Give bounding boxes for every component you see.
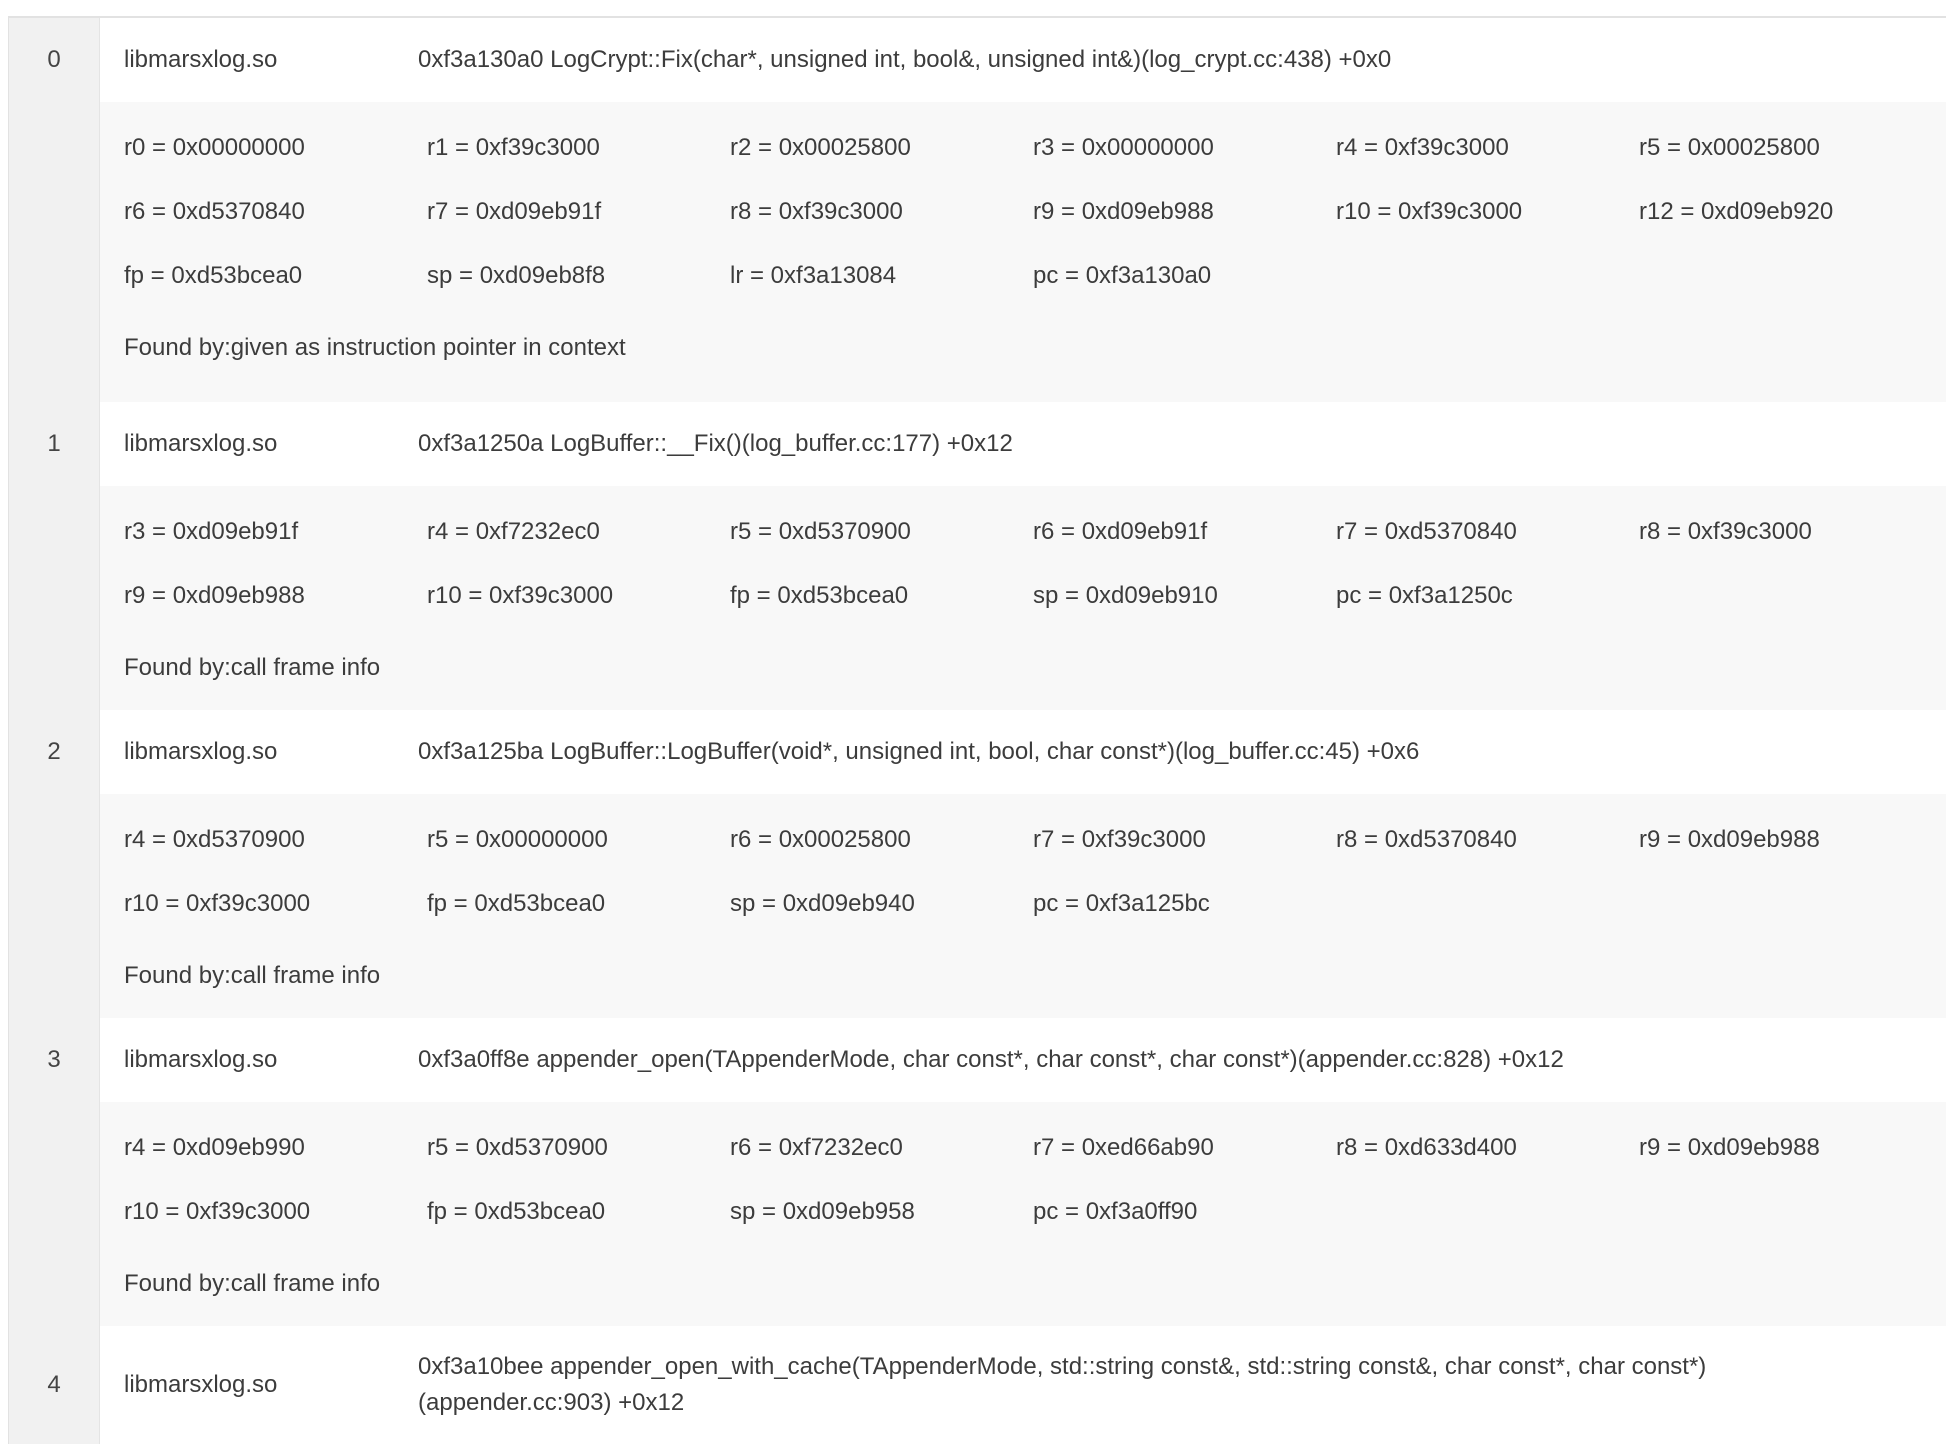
register-value: r9 = 0xd09eb988 — [124, 582, 305, 609]
module-name: libmarsxlog.so — [124, 430, 278, 457]
register-value: sp = 0xd09eb8f8 — [427, 262, 606, 289]
register-value: r8 = 0xf39c3000 — [730, 198, 903, 225]
register-row — [124, 180, 1946, 244]
frame-body — [100, 18, 1946, 402]
register-value: r7 = 0xf39c3000 — [1033, 826, 1206, 853]
frame-header-row[interactable] — [100, 1018, 1946, 1102]
frame-index-column — [9, 402, 100, 710]
frame-index: 3 — [47, 1046, 61, 1073]
register-value: pc = 0xf3a130a0 — [1033, 262, 1212, 289]
register-value: r4 = 0xf39c3000 — [1336, 134, 1509, 161]
register-value: r8 = 0xd5370840 — [1336, 826, 1517, 853]
function-signature: 0xf3a10bee appender_open_with_cache(TAppenderMode, std::string const&, std::string const&, char const*, char const*)(appender.cc:903) +0x12 — [418, 1353, 1707, 1416]
module-name: libmarsxlog.so — [124, 1371, 278, 1398]
frame-body — [100, 1018, 1946, 1326]
register-value: r7 = 0xd09eb91f — [427, 198, 602, 225]
register-value: r5 = 0x00025800 — [1639, 134, 1820, 161]
register-value: r2 = 0x00025800 — [730, 134, 911, 161]
register-value: lr = 0xf3a13084 — [730, 262, 897, 289]
stack-frame — [9, 402, 1946, 710]
register-value: sp = 0xd09eb940 — [730, 890, 915, 917]
function-signature: 0xf3a1250a LogBuffer::__Fix()(log_buffer.cc:177) +0x12 — [418, 430, 1013, 457]
register-row — [124, 808, 1946, 872]
register-value: r7 = 0xd5370840 — [1336, 518, 1517, 545]
frame-header-row[interactable] — [100, 710, 1946, 794]
module-name: libmarsxlog.so — [124, 738, 278, 765]
register-row — [124, 244, 1946, 308]
frame-body — [100, 710, 1946, 1018]
register-value: r6 = 0xf7232ec0 — [730, 1134, 903, 1161]
stack-frame — [9, 1326, 1946, 1444]
frame-index-column — [9, 710, 100, 1018]
found-by-label: Found by:given as instruction pointer in context — [124, 334, 626, 361]
found-by-label: Found by:call frame info — [124, 654, 381, 681]
frame-index: 1 — [47, 430, 61, 457]
register-value: fp = 0xd53bcea0 — [427, 890, 606, 917]
register-value: r0 = 0x00000000 — [124, 134, 305, 161]
register-value: r3 = 0x00000000 — [1033, 134, 1214, 161]
register-block — [100, 794, 1946, 1018]
frame-header-row[interactable] — [100, 18, 1946, 102]
frame-body — [100, 1326, 1946, 1444]
frame-index: 2 — [47, 738, 61, 765]
function-signature: 0xf3a0ff8e appender_open(TAppenderMode, char const*, char const*, char const*)(appender.cc:828) +0x12 — [418, 1046, 1564, 1073]
frame-index: 4 — [47, 1371, 61, 1398]
register-value: r4 = 0xf7232ec0 — [427, 518, 600, 545]
register-row — [124, 1180, 1946, 1244]
register-value: r3 = 0xd09eb91f — [124, 518, 299, 545]
stack-frame — [9, 710, 1946, 1018]
register-value: r6 = 0xd5370840 — [124, 198, 305, 225]
register-value: r1 = 0xf39c3000 — [427, 134, 600, 161]
found-by-label: Found by:call frame info — [124, 1270, 381, 1297]
register-block — [100, 486, 1946, 710]
register-row — [124, 500, 1946, 564]
frame-index-column — [9, 18, 100, 402]
register-value: r8 = 0xf39c3000 — [1639, 518, 1812, 545]
register-block — [100, 102, 1946, 402]
register-value: fp = 0xd53bcea0 — [427, 1198, 606, 1225]
frame-body — [100, 402, 1946, 710]
register-value: fp = 0xd53bcea0 — [730, 582, 909, 609]
register-value: pc = 0xf3a125bc — [1033, 890, 1210, 917]
frame-index-column — [9, 1326, 100, 1444]
found-by-label: Found by:call frame info — [124, 962, 381, 989]
frame-header-row[interactable] — [100, 1326, 1946, 1444]
register-value: r5 = 0xd5370900 — [730, 518, 911, 545]
register-value: r10 = 0xf39c3000 — [1336, 198, 1523, 225]
register-value: fp = 0xd53bcea0 — [124, 262, 303, 289]
register-value: r5 = 0x00000000 — [427, 826, 608, 853]
register-block — [100, 1102, 1946, 1326]
register-value: r9 = 0xd09eb988 — [1639, 826, 1820, 853]
register-value: r7 = 0xed66ab90 — [1033, 1134, 1214, 1161]
register-value: r6 = 0x00025800 — [730, 826, 911, 853]
register-value: r6 = 0xd09eb91f — [1033, 518, 1208, 545]
frame-index-column — [9, 1018, 100, 1326]
register-row — [124, 116, 1946, 180]
module-name: libmarsxlog.so — [124, 46, 278, 73]
module-name: libmarsxlog.so — [124, 1046, 278, 1073]
register-value: r10 = 0xf39c3000 — [124, 890, 311, 917]
register-row — [124, 872, 1946, 936]
frame-index: 0 — [47, 46, 61, 73]
register-value: r9 = 0xd09eb988 — [1639, 1134, 1820, 1161]
register-value: r8 = 0xd633d400 — [1336, 1134, 1517, 1161]
register-value: r10 = 0xf39c3000 — [427, 582, 614, 609]
register-row — [124, 564, 1946, 628]
stack-frame — [9, 18, 1946, 402]
register-value: pc = 0xf3a1250c — [1336, 582, 1513, 609]
register-row — [124, 1116, 1946, 1180]
register-value: sp = 0xd09eb910 — [1033, 582, 1218, 609]
stack-trace-table — [8, 16, 1946, 1444]
register-value: r4 = 0xd5370900 — [124, 826, 305, 853]
register-value: r9 = 0xd09eb988 — [1033, 198, 1214, 225]
register-value: pc = 0xf3a0ff90 — [1033, 1198, 1198, 1225]
function-signature: 0xf3a125ba LogBuffer::LogBuffer(void*, unsigned int, bool, char const*)(log_buffer.cc:45) +0x6 — [418, 738, 1420, 765]
function-signature: 0xf3a130a0 LogCrypt::Fix(char*, unsigned int, bool&, unsigned int&)(log_crypt.cc:438) +0x0 — [418, 46, 1392, 73]
register-value: r4 = 0xd09eb990 — [124, 1134, 305, 1161]
frame-header-row[interactable] — [100, 402, 1946, 486]
register-value: r12 = 0xd09eb920 — [1639, 198, 1834, 225]
register-value: r10 = 0xf39c3000 — [124, 1198, 311, 1225]
stack-frame — [9, 1018, 1946, 1326]
register-value: sp = 0xd09eb958 — [730, 1198, 915, 1225]
register-value: r5 = 0xd5370900 — [427, 1134, 608, 1161]
